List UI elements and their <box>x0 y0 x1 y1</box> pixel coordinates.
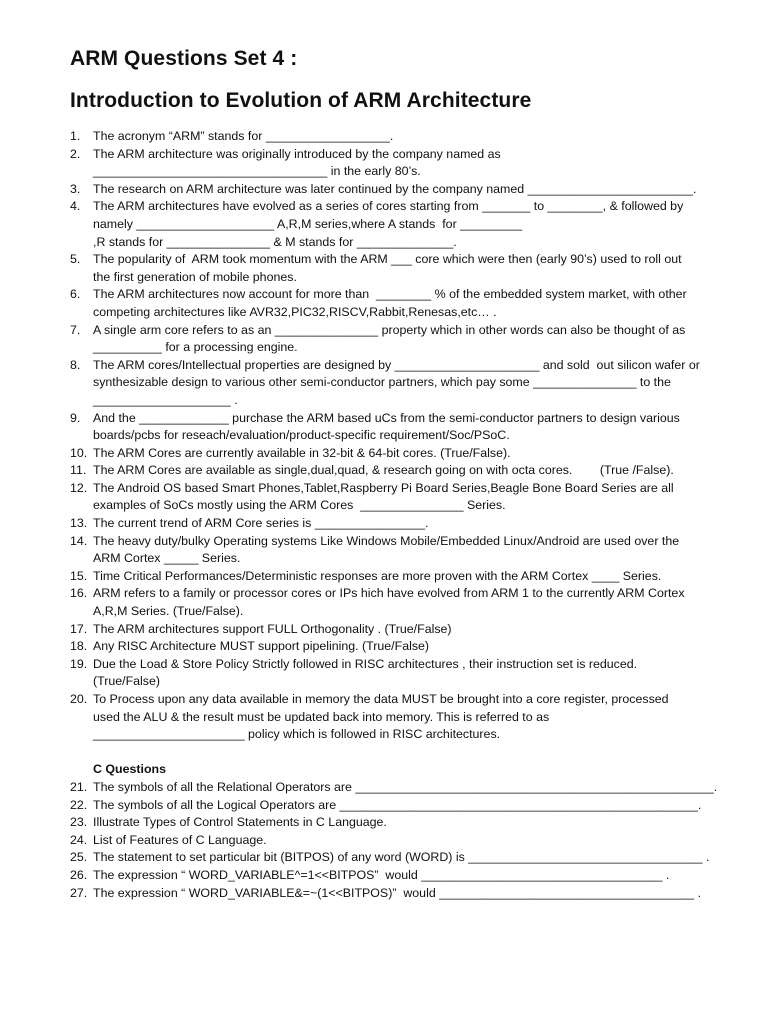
question-number: 12. <box>70 480 88 495</box>
question-number: 9. <box>70 410 81 425</box>
c-question-list <box>70 779 728 902</box>
question-number: 22. <box>70 797 88 812</box>
list-item <box>70 867 728 885</box>
list-item <box>70 585 728 620</box>
question-number: 17. <box>70 621 88 636</box>
question-number: 19. <box>70 656 88 671</box>
question-number: 6. <box>70 287 81 302</box>
list-item <box>70 357 728 410</box>
question-text: The ARM cores/Intellectual properties are designed by _____________________ and sold out silicon wafer or synthesizable design to various other semi-conductor partners, which pay some _______________ to the ____________________ . <box>93 357 700 407</box>
question-number: 27. <box>70 885 88 900</box>
question-text: Due the Load & Store Policy Strictly followed in RISC architectures , their instruction set is reduced. (True/False) <box>93 656 638 689</box>
list-item <box>70 410 728 445</box>
question-text: The statement to set particular bit (BITPOS) of any word (WORD) is __________________________________ . <box>93 850 710 865</box>
question-number: 15. <box>70 568 88 583</box>
arm-question-list <box>70 128 728 744</box>
question-text: The ARM architecture was originally introduced by the company named as __________________________________ in the early 80’s. <box>93 146 501 179</box>
list-item <box>70 146 728 181</box>
question-number: 20. <box>70 692 88 706</box>
list-item <box>70 445 728 463</box>
list-item <box>70 779 728 797</box>
question-number: 4. <box>70 199 81 214</box>
list-item <box>70 797 728 815</box>
question-number: 1. <box>70 129 81 143</box>
question-number: 18. <box>70 639 88 654</box>
list-item <box>70 480 728 515</box>
question-number: 24. <box>70 832 88 847</box>
question-text: A single arm core refers to as an _______________ property which in other words can also be thought of as __________ for a processing engine. <box>93 322 686 355</box>
question-number: 3. <box>70 181 81 196</box>
question-text: To Process upon any data available in memory the data MUST be brought into a core register, processed used the ALU & the result must be updated back into memory. This is referred to as ______________________ policy which is followed in RISC architectures. <box>93 692 669 742</box>
question-text: List of Features of C Language. <box>93 832 267 847</box>
question-number: 2. <box>70 146 81 161</box>
list-item <box>70 638 728 656</box>
list-item <box>70 568 728 586</box>
question-text: The expression “ WORD_VARIABLE&=~(1<<BITPOS)” would _____________________________________ . <box>93 885 702 900</box>
document-subtitle: Introduction to Evolution of ARM Architecture <box>70 89 532 112</box>
list-item <box>70 322 728 357</box>
list-item <box>70 533 728 568</box>
list-item <box>70 128 728 146</box>
question-text: The acronym “ARM” stands for __________________. <box>93 129 394 143</box>
question-text: The current trend of ARM Core series is ________________. <box>93 516 429 531</box>
list-item <box>70 515 728 533</box>
question-text: The symbols of all the Logical Operators are ____________________________________________________. <box>93 797 702 812</box>
list-item <box>70 885 728 903</box>
list-item <box>70 621 728 639</box>
question-text: The expression “ WORD_VARIABLE^=1<<BITPOS” would ___________________________________ . <box>93 867 670 882</box>
question-number: 10. <box>70 445 88 460</box>
question-text: And the _____________ purchase the ARM based uCs from the semi-conductor partners to design various boards/pcbs for reseach/evaluation/product-specific requirement/Soc/PSoC. <box>93 410 680 443</box>
question-text: Illustrate Types of Control Statements in C Language. <box>93 815 387 830</box>
question-text: The ARM architectures have evolved as a series of cores starting from _______ to ________, & followed by namely ____________________ A,R,M series,where A stands for _________ ,R stands for _______________ & M stands for ______________. <box>93 199 684 249</box>
question-text: Any RISC Architecture MUST support pipelining. (True/False) <box>93 639 430 654</box>
c-questions-heading: C Questions <box>93 762 166 777</box>
question-text: Time Critical Performances/Deterministic responses are more proven with the ARM Cortex ____ Series. <box>93 568 662 583</box>
list-item <box>70 181 728 199</box>
question-text: The symbols of all the Relational Operators are ____________________________________________________. <box>93 779 718 794</box>
question-number: 8. <box>70 357 81 372</box>
list-item <box>70 198 728 251</box>
question-number: 21. <box>70 779 88 794</box>
document-title: ARM Questions Set 4 : <box>70 47 298 70</box>
question-number: 16. <box>70 586 88 601</box>
question-text: The ARM Cores are available as single,dual,quad, & research going on with octa cores. (True /False). <box>93 463 674 478</box>
question-number: 7. <box>70 322 81 337</box>
list-item <box>70 814 728 832</box>
list-item <box>70 691 728 744</box>
question-number: 13. <box>70 516 88 531</box>
question-number: 23. <box>70 815 88 830</box>
list-item <box>70 832 728 850</box>
list-item <box>70 849 728 867</box>
question-text: ARM refers to a family or processor cores or IPs hich have evolved from ARM 1 to the currently ARM Cortex A,R,M Series. (True/False). <box>93 586 685 619</box>
question-number: 11. <box>70 463 87 478</box>
question-number: 14. <box>70 533 88 548</box>
list-item <box>70 251 728 286</box>
list-item <box>70 656 728 691</box>
question-text: The popularity of ARM took momentum with the ARM ___ core which were then (early 90’s) used to roll out the first generation of mobile phones. <box>93 252 682 284</box>
list-item <box>70 286 728 321</box>
question-text: The ARM architectures now account for more than ________ % of the embedded system market, with other competing architectures like AVR32,PIC32,RISCV,Rabbit,Renesas,etc… . <box>93 287 687 319</box>
question-text: The ARM architectures support FULL Orthogonality . (True/False) <box>93 621 452 636</box>
question-number: 25. <box>70 850 88 865</box>
question-text: The heavy duty/bulky Operating systems Like Windows Mobile/Embedded Linux/Android are used over the ARM Cortex _____ Series. <box>93 533 680 566</box>
list-item <box>70 462 728 480</box>
question-text: The Android OS based Smart Phones,Tablet,Raspberry Pi Board Series,Beagle Bone Board Series are all examples of SoCs mostly using the ARM Cores _______________ Series. <box>93 480 674 513</box>
question-text: The research on ARM architecture was later continued by the company named ________________________. <box>93 181 697 196</box>
question-number: 5. <box>70 252 81 267</box>
question-text: The ARM Cores are currently available in 32-bit & 64-bit cores. (True/False). <box>93 445 511 460</box>
question-number: 26. <box>70 867 88 882</box>
